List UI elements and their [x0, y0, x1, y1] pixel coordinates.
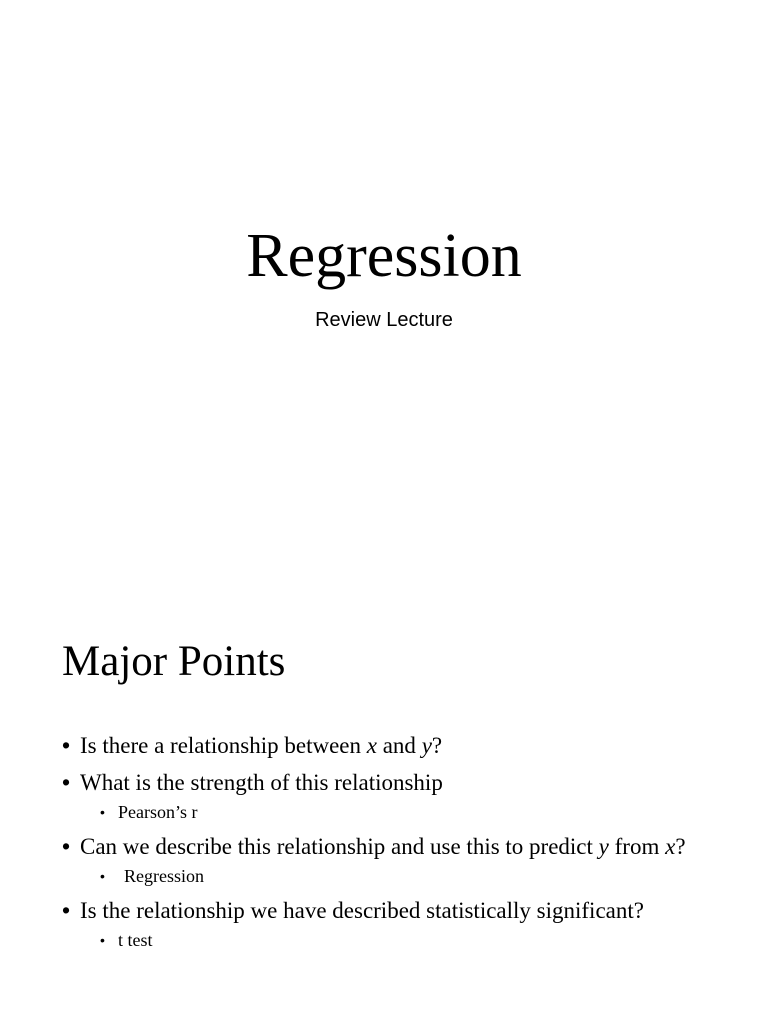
bullet-item-significance [62, 897, 702, 924]
variable-y: y [421, 733, 432, 758]
sub-bullet-text: t test [118, 930, 153, 950]
bullet-text: ? [675, 834, 686, 859]
bullet-text: Is the relationship we have described statistically significant? [80, 898, 644, 923]
sub-bullet-t-test [100, 929, 702, 951]
slide-heading: Major Points [62, 638, 286, 685]
major-points-slide [0, 512, 768, 1024]
variable-y: y [598, 834, 609, 859]
bullet-text: and [376, 733, 422, 758]
bullet-text: What is the strength of this relationship [80, 770, 443, 795]
sub-bullet-text: Regression [124, 866, 204, 886]
slide-subtitle: Review Lecture [315, 309, 453, 331]
bullet-text: Is there a relationship between [80, 733, 367, 758]
bullet-text: from [608, 834, 666, 859]
bullet-list [62, 732, 702, 961]
bullet-item-relationship [62, 732, 702, 759]
variable-x: x [366, 733, 377, 758]
variable-x: x [665, 834, 676, 859]
bullet-item-describe-predict [62, 833, 702, 860]
sub-bullet-pearsons-r [100, 801, 702, 823]
slide-title: Regression [246, 222, 522, 290]
bullet-text: ? [431, 733, 443, 758]
sub-bullet-text: Pearson’s r [118, 802, 198, 822]
sub-bullet-regression [100, 865, 702, 887]
bullet-text: Can we describe this relationship and use this to predict [80, 834, 599, 859]
bullet-item-strength [62, 769, 702, 796]
